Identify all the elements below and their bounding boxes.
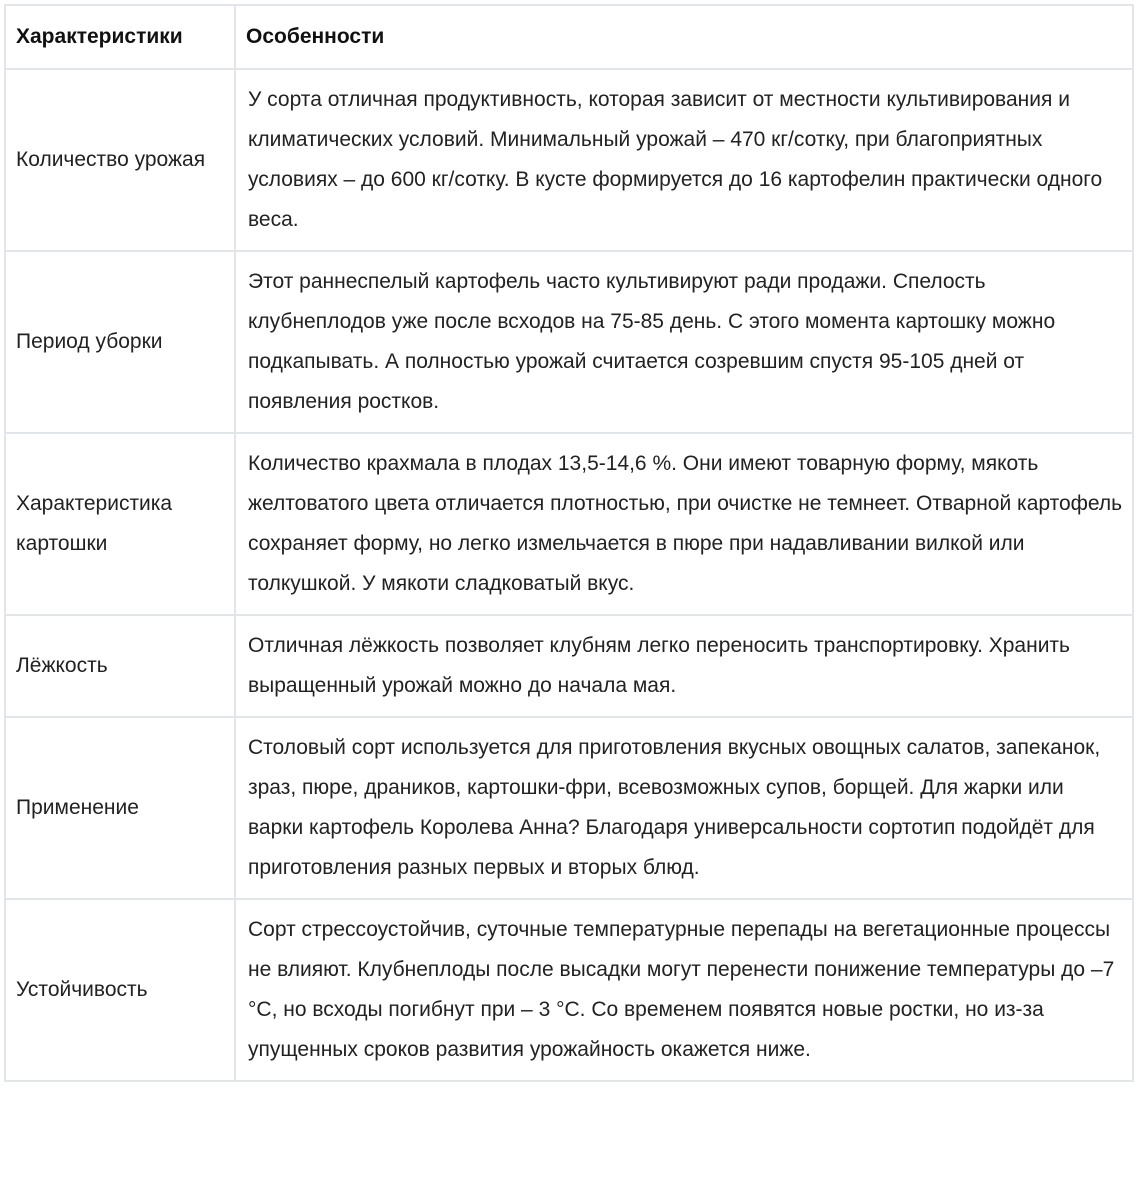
row-description: Отличная лёжкость позволяет клубням легко переносить транспортировку. Хранить выращенный урожай можно до начала мая. bbox=[235, 615, 1133, 717]
table-header bbox=[5, 5, 1133, 69]
characteristics-table-container bbox=[4, 4, 1132, 1082]
row-description: У сорта отличная продуктивность, которая зависит от местности культивирования и климатических условий. Минимальный урожай – 470 кг/сотку, при благоприятных условиях – до 600 кг/сотку. В кусте формируется до 16 картофелин практически одного веса. bbox=[235, 69, 1133, 251]
row-label: Лёжкость bbox=[5, 615, 235, 717]
row-label: Количество урожая bbox=[5, 69, 235, 251]
table-row bbox=[5, 615, 1133, 717]
row-label: Характеристика картошки bbox=[5, 433, 235, 615]
table-row bbox=[5, 899, 1133, 1081]
table-row bbox=[5, 69, 1133, 251]
header-characteristic: Характеристики bbox=[5, 5, 235, 69]
table-row bbox=[5, 433, 1133, 615]
header-features: Особенности bbox=[235, 5, 1133, 69]
row-label: Устойчивость bbox=[5, 899, 235, 1081]
row-description: Этот раннеспелый картофель часто культивируют ради продажи. Спелость клубнеплодов уже после всходов на 75-85 день. С этого момента картошку можно подкапывать. А полностью урожай считается созревшим спустя 95-105 дней от появления ростков. bbox=[235, 251, 1133, 433]
row-description: Сорт стрессоустойчив, суточные температурные перепады на вегетационные процессы не влияют. Клубнеплоды после высадки могут перенести понижение температуры до –7 °C, но всходы погибнут при – 3 °C. Со временем появятся новые ростки, но из-за упущенных сроков развития урожайность окажется ниже. bbox=[235, 899, 1133, 1081]
row-description: Количество крахмала в плодах 13,5-14,6 %. Они имеют товарную форму, мякоть желтоватого цвета отличается плотностью, при очистке не темнеет. Отварной картофель сохраняет форму, но легко измельчается в пюре при надавливании вилкой или толкушкой. У мякоти сладковатый вкус. bbox=[235, 433, 1133, 615]
row-description: Столовый сорт используется для приготовления вкусных овощных салатов, запеканок, зраз, пюре, драников, картошки-фри, всевозможных супов, борщей. Для жарки или варки картофель Королева Анна? Благодаря универсальности сортотип подойдёт для приготовления разных первых и вторых блюд. bbox=[235, 717, 1133, 899]
characteristics-table bbox=[4, 4, 1134, 1082]
table-row bbox=[5, 251, 1133, 433]
header-row bbox=[5, 5, 1133, 69]
table-row bbox=[5, 717, 1133, 899]
table-body bbox=[5, 69, 1133, 1081]
row-label: Применение bbox=[5, 717, 235, 899]
row-label: Период уборки bbox=[5, 251, 235, 433]
